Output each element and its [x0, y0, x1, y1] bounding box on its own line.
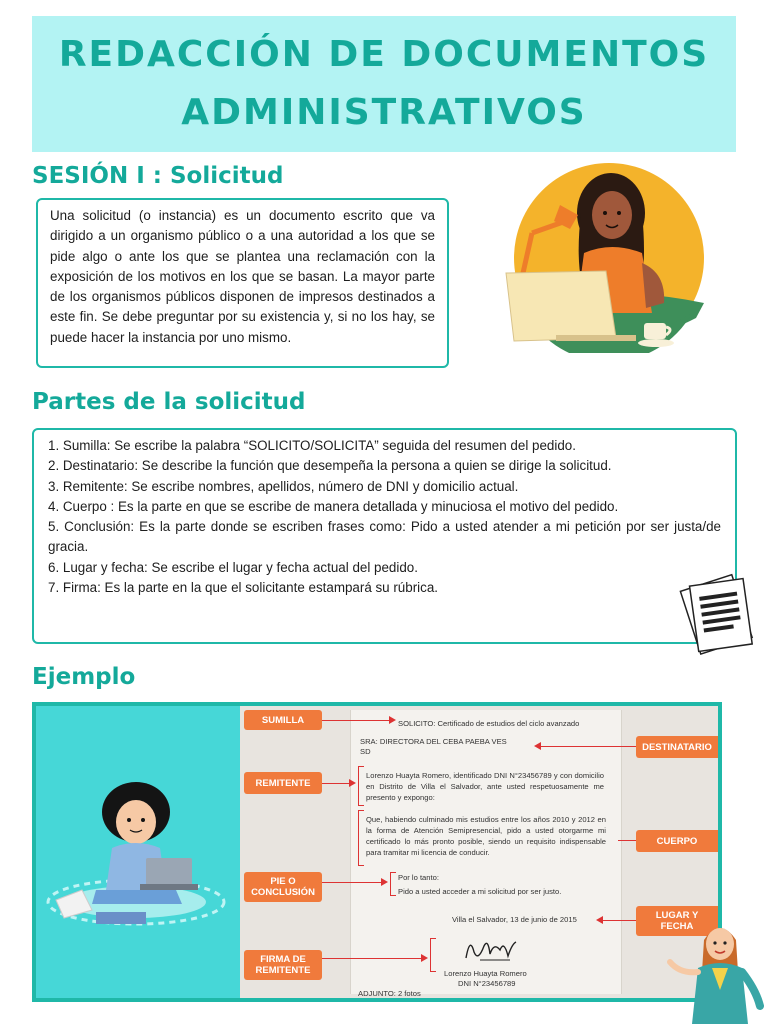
page-title-line-2: ADMINISTRATIVOS	[181, 92, 587, 133]
example-heading: Ejemplo	[32, 664, 136, 690]
papers-icon	[676, 570, 766, 662]
list-item: 1. Sumilla: Se escribe la palabra “SOLICITO/SOLICITA” seguida del resumen del pedido.	[48, 438, 576, 453]
session-heading: SESIÓN I : Solicitud	[32, 163, 284, 189]
example-frame	[32, 702, 722, 1002]
arrow-firma	[322, 958, 422, 959]
label-firma-text-2: REMITENTE	[255, 965, 311, 976]
letter-adjunto-text: ADJUNTO: 2 fotos	[358, 989, 421, 998]
letter-firma-nombre: Lorenzo Huayta Romero	[444, 969, 527, 978]
arrow-sumilla	[322, 720, 390, 721]
list-item: 7. Firma: Es la parte en la que el solicitante estampará su rúbrica.	[48, 580, 439, 596]
label-firma-text-1: FIRMA DE	[260, 954, 306, 965]
page-title-line-1: REDACCIÓN DE DOCUMENTOS	[58, 34, 710, 75]
list-item: 6. Lugar y fecha: Se escribe el lugar y fecha actual del pedido.	[48, 559, 418, 575]
arrow-conclusion	[322, 882, 382, 883]
arrow-head-conclusion	[381, 878, 388, 886]
bracket-cuerpo	[358, 810, 364, 866]
letter-cuerpo-text: Que, habiendo culminado mis estudios entre los años 2010 y 2012 en la forma de Atención Semipresencial, pido a usted otorgarme mi certificado lo más pronto posible, siendo un requisito indispensable para tramitar mi licencia de conducir.	[366, 815, 606, 857]
teacher-illustration	[664, 910, 768, 1024]
girl-laptop-illustration	[36, 772, 240, 932]
label-remitente-text: REMITENTE	[255, 777, 311, 789]
bracket-firma	[430, 938, 436, 972]
signature-icon	[460, 932, 520, 966]
bracket-conclusion	[390, 872, 396, 896]
label-conclusion	[244, 872, 322, 902]
woman-laptop-illustration	[496, 163, 722, 353]
list-item: 4. Cuerpo : Es la parte en que se escribe de manera detallada y minuciosa el motivo del pedido.	[48, 498, 619, 514]
list-item: 5. Conclusión: Es la parte donde se escriben frases como: Pido a usted atender a mi petición por ser justa/de gracia.	[48, 519, 721, 555]
label-sumilla-text: SUMILLA	[261, 714, 305, 726]
label-destinatario	[636, 736, 718, 758]
label-lugar-text-2: FECHA	[660, 921, 694, 932]
arrow-remitente	[322, 783, 350, 784]
arrow-head-sumilla	[389, 716, 396, 724]
label-destinatario-text: DESTINATARIO	[642, 741, 712, 753]
list-item: 2. Destinatario: Se describe la función que desempeña la persona a quien se dirige la solicitud.	[48, 458, 612, 474]
arrow-lugar-fecha	[602, 920, 636, 921]
letter-fecha-text: Villa el Salvador, 13 de junio de 2015	[452, 915, 577, 924]
arrow-head-firma	[421, 954, 428, 962]
label-conclusion-text-2: CONCLUSIÓN	[251, 887, 315, 898]
title-banner	[32, 16, 736, 152]
label-lugar-text-1: LUGAR Y	[655, 910, 699, 921]
letter-sumilla-text: SOLICITO: Certificado de estudios del ciclo avanzado	[398, 719, 580, 728]
parts-list-box	[32, 428, 737, 644]
arrow-cuerpo	[618, 840, 636, 841]
label-remitente	[244, 772, 322, 794]
label-firma	[244, 950, 322, 980]
parts-heading: Partes de la solicitud	[32, 389, 306, 415]
letter-destinatario-line-2: SD	[360, 747, 371, 756]
label-cuerpo	[636, 830, 718, 852]
letter-remitente-text: Lorenzo Huayta Romero, identificado DNI N°23456789 y con domicilio en Distrito de Villa el Salvador, ante usted respetuosamente me presento y expongo:	[366, 771, 604, 802]
letter-destinatario-line-1: SRA: DIRECTORA DEL CEBA PAEBA VES	[360, 737, 507, 746]
arrow-head-lugar-fecha	[596, 916, 603, 924]
list-item: 3. Remitente: Se escribe nombres, apellidos, número de DNI y domicilio actual.	[48, 478, 519, 494]
sample-letter-area	[240, 706, 718, 998]
arrow-head-destinatario	[534, 742, 541, 750]
label-conclusion-text-1: PIE O	[270, 876, 296, 887]
session-description-box	[36, 198, 449, 368]
bracket-remitente	[358, 766, 364, 806]
arrow-destinatario	[540, 746, 636, 747]
letter-conclusion-line-1: Por lo tanto:	[398, 873, 439, 882]
letter-firma-dni: DNI N°23456789	[458, 979, 516, 988]
label-sumilla	[244, 710, 322, 730]
session-description-text: Una solicitud (o instancia) es un documento escrito que va dirigido a un organismo público o a una autoridad a los que se pide algo o ante los que se plantea una reclamación con la exposición de los motivos en los que se basan. La mayor parte de los organismos públicos disponen de impresos destinados a este fin. Se debe preguntar por su existencia y, si no los hay, se puede hacer la instancia por uno mismo.	[50, 208, 435, 345]
arrow-head-remitente	[349, 779, 356, 787]
letter-conclusion-line-2: Pido a usted acceder a mi solicitud por ser justo.	[398, 887, 562, 896]
label-cuerpo-text: CUERPO	[656, 835, 698, 847]
